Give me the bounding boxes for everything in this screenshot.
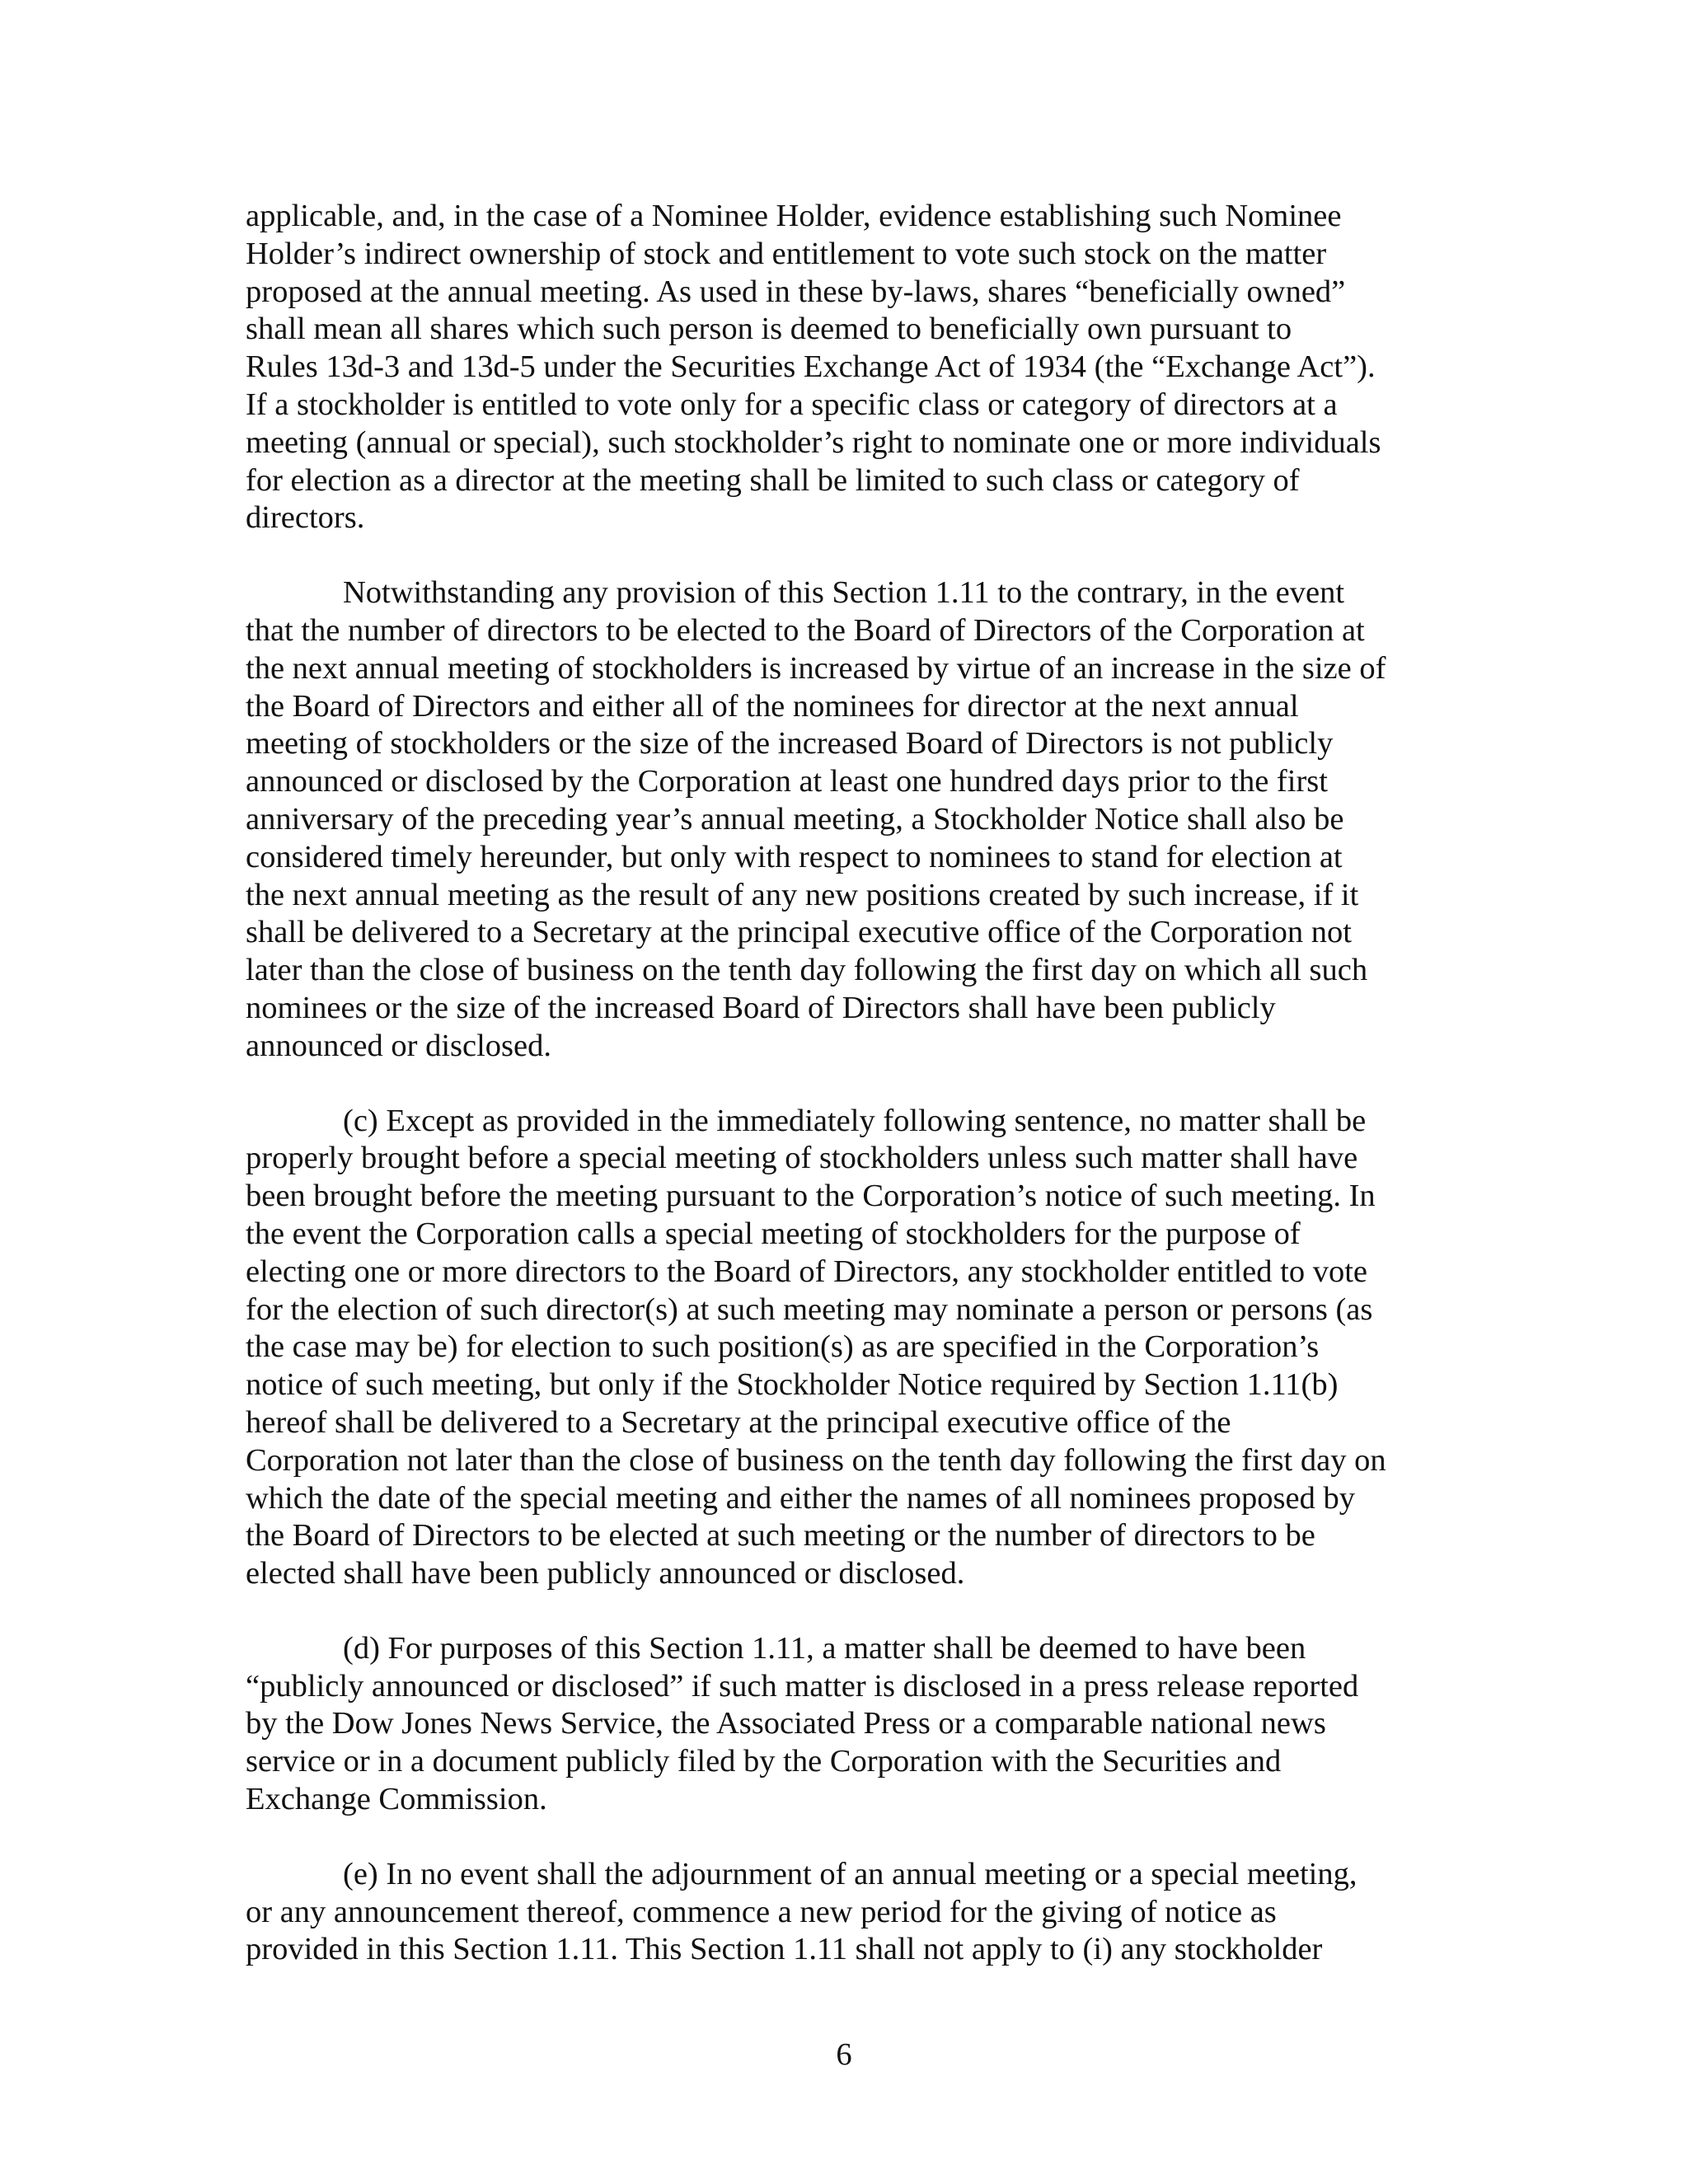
body-text	[246, 198, 1442, 2006]
paragraph-notwithstanding: Notwithstanding any provision of this Section 1.11 to the contrary, in the event that the number of directors to be elected to the Board of Directors of the Corporation at the next annual meeting of stockholders is increased by virtue of an increase in the size of the Board of Directors and either all of the nominees for director at the next annual meeting of stockholders or the size of the increased Board of Directors is not publicly announced or disclosed by the Corporation at least one hundred days prior to the first anniversary of the preceding year’s annual meeting, a Stockholder Notice shall also be considered timely hereunder, but only with respect to nominees to stand for election at the next annual meeting as the result of any new positions created by such increase, if it shall be delivered to a Secretary at the principal executive office of the Corporation not later than the close of business on the tenth day following the first day on which all such nominees or the size of the increased Board of Directors shall have been publicly announced or disclosed.	[246, 575, 1386, 1063]
paragraph-section-d: (d) For purposes of this Section 1.11, a matter shall be deemed to have been “publicly announced or disclosed” if such matter is disclosed in a press release reported by the Dow Jones News Service, the Associated Press or a comparable national news service or in a document publicly filed by the Corporation with the Securities and Exchange Commission.	[246, 1630, 1359, 1817]
paragraph-continuation: applicable, and, in the case of a Nominee Holder, evidence establishing such Nominee Holder’s indirect ownership of stock and entitlement to vote such stock on the matter proposed at the annual meeting. As used in these by-laws, shares “beneficially owned” shall mean all shares which such person is deemed to beneficially own pursuant to Rules 13d-3 and 13d-5 under the Securities Exchange Act of 1934 (the “Exchange Act”). If a stockholder is entitled to vote only for a specific class or category of directors at a meeting (annual or special), such stockholder’s right to nominate one or more individuals for election as a director at the meeting shall be limited to such class or category of directors.	[246, 199, 1381, 536]
paragraph-section-c: (c) Except as provided in the immediately following sentence, no matter shall be properly brought before a special meeting of stockholders unless such matter shall have been brought before the meeting pursuant to the Corporation’s notice of such meeting. In the event the Corporation calls a special meeting of stockholders for the purpose of electing one or more directors to the Board of Directors, any stockholder entitled to vote for the election of such director(s) at such meeting may nominate a person or persons (as the case may be) for election to such position(s) as are specified in the Corporation’s notice of such meeting, but only if the Stockholder Notice required by Section 1.11(b) hereof shall be delivered to a Secretary at the principal executive office of the Corporation not later than the close of business on the tenth day following the first day on which the date of the special meeting and either the names of all nominees proposed by the Board of Directors to be elected at such meeting or the number of directors to be elected shall have been publicly announced or disclosed.	[246, 1103, 1386, 1591]
paragraph-section-e: (e) In no event shall the adjournment of an annual meeting or a special meeting, or any announcement thereof, commence a new period for the giving of notice as provided in this Section 1.11. This Section 1.11 shall not apply to (i) any stockholder	[246, 1856, 1357, 1967]
page-number: 6	[836, 2037, 852, 2072]
